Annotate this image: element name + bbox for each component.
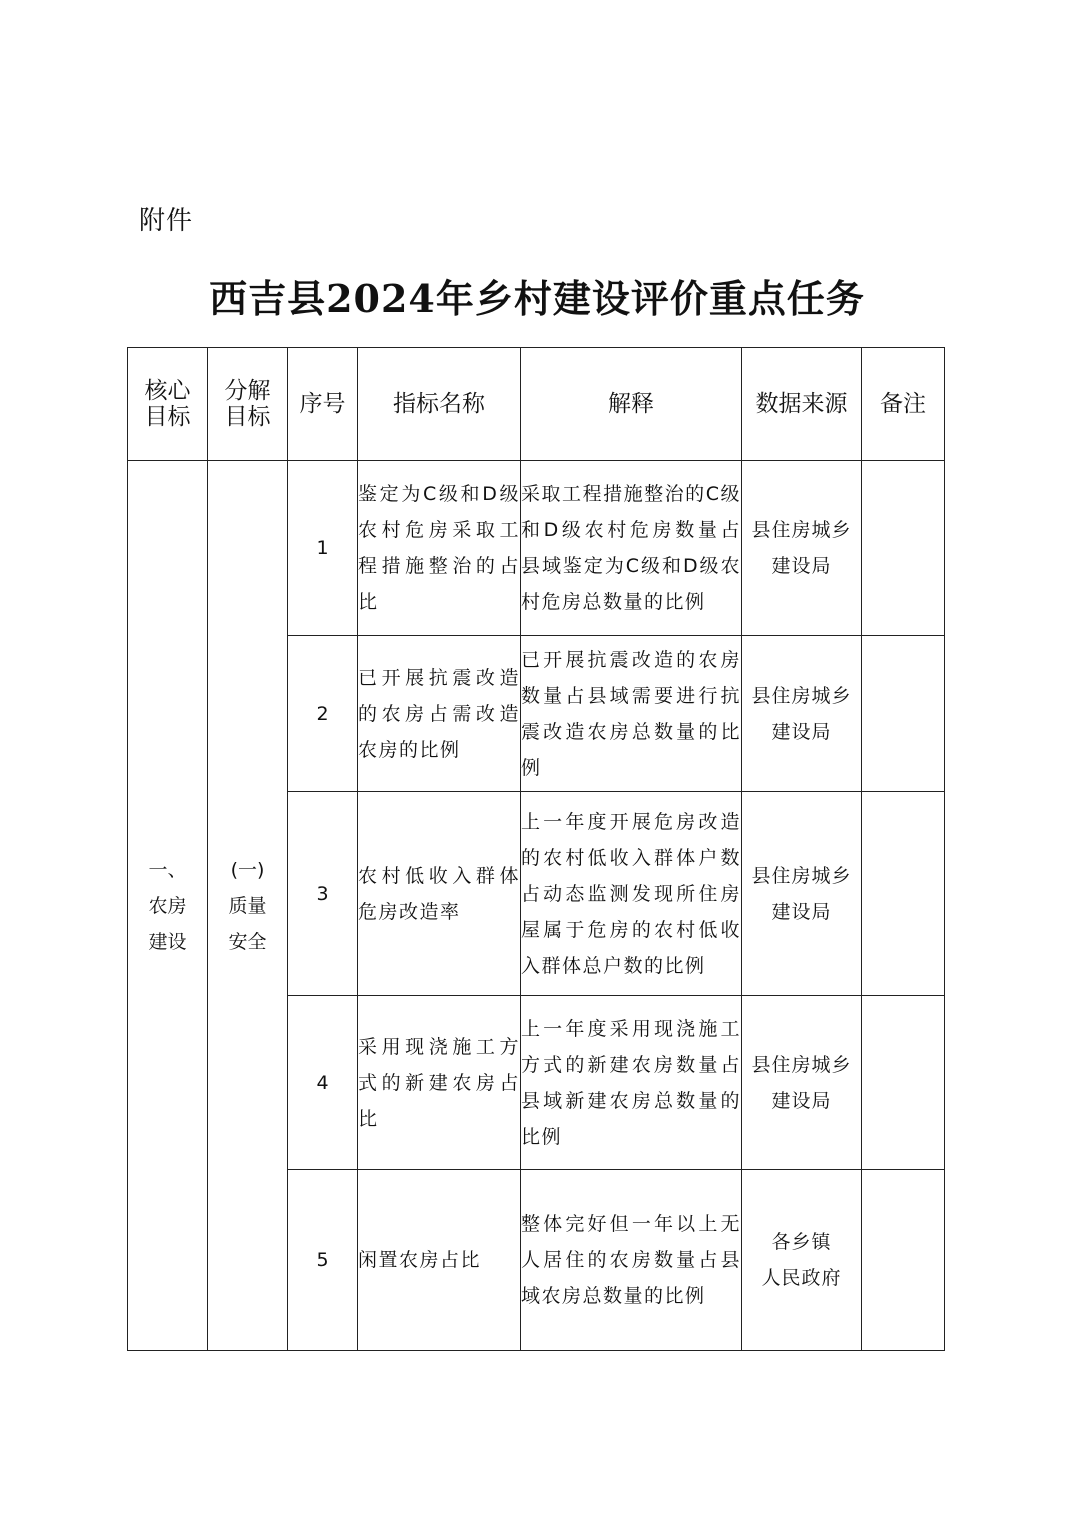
attachment-label: 附件 <box>139 206 194 236</box>
source-line2: 建设局 <box>771 720 832 743</box>
seq-cell: 3 <box>288 792 358 996</box>
seq-cell: 1 <box>288 461 358 636</box>
table-row <box>128 461 945 636</box>
source-cell <box>742 1170 862 1351</box>
indicator-cell: 采用现浇施工方式的新建农房占比 <box>358 996 521 1170</box>
source-cell <box>742 996 862 1170</box>
task-table <box>127 347 945 1351</box>
core-goal-cell <box>128 461 208 1351</box>
explanation-cell: 已开展抗震改造的农房数量占县域需要进行抗震改造农房总数量的比例 <box>521 636 742 792</box>
header-seq: 序号 <box>288 348 358 461</box>
header-sub-goal-line2: 目标 <box>224 404 271 430</box>
header-sub-goal <box>208 348 288 461</box>
header-explanation: 解释 <box>521 348 742 461</box>
sub-goal-cell <box>208 461 288 1351</box>
indicator-cell: 闲置农房占比 <box>358 1170 521 1351</box>
source-line1: 县住房城乡 <box>751 864 852 887</box>
sub-goal-line2: 质量 <box>228 894 267 917</box>
explanation-cell: 采取工程措施整治的C级和D级农村危房数量占县域鉴定为C级和D级农村危房总数量的比例 <box>521 461 742 636</box>
explanation-cell: 整体完好但一年以上无人居住的农房数量占县域农房总数量的比例 <box>521 1170 742 1351</box>
header-remark: 备注 <box>862 348 945 461</box>
explanation-cell: 上一年度采用现浇施工方式的新建农房数量占县域新建农房总数量的比例 <box>521 996 742 1170</box>
remark-cell <box>862 996 945 1170</box>
header-source: 数据来源 <box>742 348 862 461</box>
source-cell <box>742 636 862 792</box>
remark-cell <box>862 636 945 792</box>
sub-goal-line1: (一) <box>230 858 265 881</box>
remark-cell <box>862 1170 945 1351</box>
indicator-cell: 已开展抗震改造的农房占需改造农房的比例 <box>358 636 521 792</box>
header-core-goal-line2: 目标 <box>144 404 191 430</box>
seq-cell: 5 <box>288 1170 358 1351</box>
source-line2: 建设局 <box>771 555 832 577</box>
source-line1: 各乡镇 <box>771 1231 832 1253</box>
core-goal-line1: 一、 <box>148 858 187 881</box>
remark-cell <box>862 461 945 636</box>
seq-cell: 4 <box>288 996 358 1170</box>
core-goal-line3: 建设 <box>148 930 187 953</box>
header-indicator: 指标名称 <box>358 348 521 461</box>
source-cell <box>742 461 862 636</box>
source-line1: 县住房城乡 <box>751 519 852 541</box>
indicator-cell: 鉴定为C级和D级农村危房采取工程措施整治的占比 <box>358 461 521 636</box>
explanation-cell: 上一年度开展危房改造的农村低收入群体户数占动态监测发现所住房屋属于危房的农村低收入群体总户数的比例 <box>521 792 742 996</box>
source-cell <box>742 792 862 996</box>
core-goal-line2: 农房 <box>148 894 187 917</box>
remark-cell <box>862 792 945 996</box>
header-sub-goal-line1: 分解 <box>224 378 271 404</box>
seq-cell: 2 <box>288 636 358 792</box>
sub-goal-line3: 安全 <box>228 930 267 953</box>
document-title: 西吉县2024年乡村建设评价重点任务 <box>209 276 865 321</box>
source-line1: 县住房城乡 <box>751 1053 852 1076</box>
header-row <box>128 348 945 461</box>
source-line2: 建设局 <box>771 900 832 923</box>
indicator-cell: 农村低收入群体危房改造率 <box>358 792 521 996</box>
source-line2: 建设局 <box>771 1089 832 1112</box>
header-core-goal-line1: 核心 <box>144 378 191 404</box>
source-line1: 县住房城乡 <box>751 684 852 707</box>
header-core-goal <box>128 348 208 461</box>
source-line2: 人民政府 <box>761 1267 842 1289</box>
